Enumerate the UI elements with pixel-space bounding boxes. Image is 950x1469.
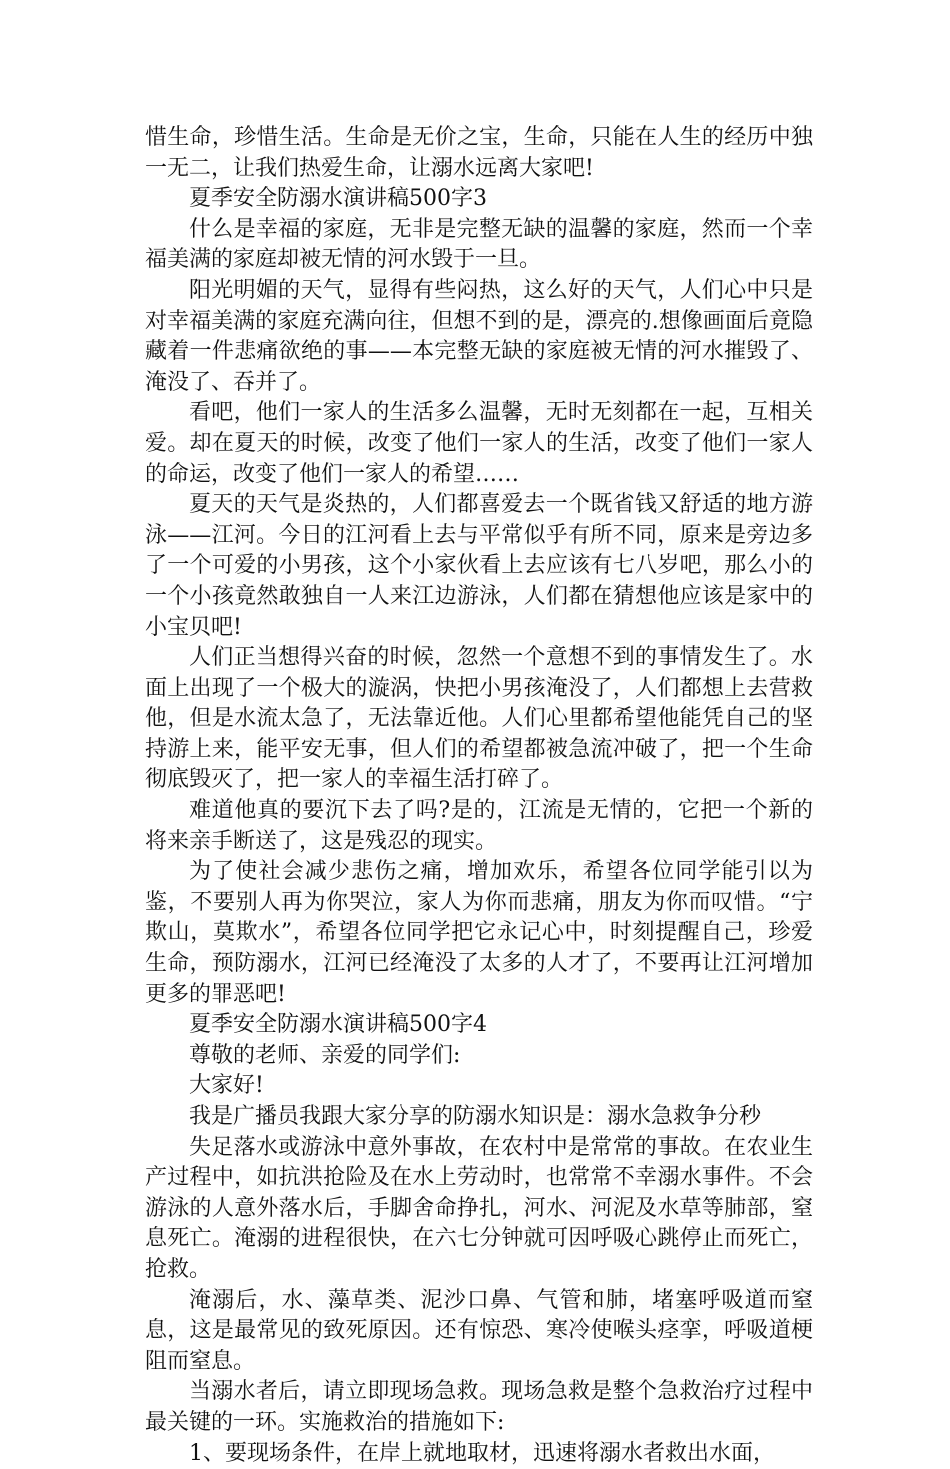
paragraph: 看吧，他们一家人的生活多么温馨，无时无刻都在一起，互相关爱。却在夏天的时候，改变了他们一家人的生活，改变了他们一家人的命运，改变了他们一家人的希望…… xyxy=(145,400,813,487)
paragraph: 阳光明媚的天气，显得有些闷热，这么好的天气，人们心中只是对幸福美满的家庭充满向往，但想不到的是，漂亮的.想像画面后竟隐藏着一件悲痛欲绝的事——本完整无缺的家庭被无情的河水摧毁了、淹没了、吞并了。 xyxy=(145,277,813,395)
greeting: 大家好! xyxy=(189,1073,264,1099)
paragraph: 为了使社会减少悲伤之痛，增加欢乐，希望各位同学能引以为鉴，不要别人再为你哭泣，家人为你而悲痛，朋友为你而叹惜。“宁欺山，莫欺水”，希望各位同学把它永记心中，时刻提醒自己，珍爱生命，预防溺水，江河已经淹没了太多的人才了，不要再让江河增加更多的罪恶吧! xyxy=(145,859,813,1007)
section-heading-3: 夏季安全防溺水演讲稿500字3 xyxy=(189,186,487,212)
document-body xyxy=(145,123,813,1469)
paragraph: 夏天的天气是炎热的，人们都喜爱去一个既省钱又舒适的地方游泳——江河。今日的江河看上去与平常似乎有所不同，原来是旁边多了一个可爱的小男孩，这个小家伙看上去应该有七八岁吧，那么小的一个小孩竟然敢独自一人来江边游泳，人们都在猜想他应该是家中的小宝贝吧! xyxy=(145,492,813,640)
paragraph: 当溺水者后，请立即现场急救。现场急救是整个急救治疗过程中最关键的一环。实施救治的措施如下: xyxy=(145,1379,813,1435)
paragraph: 什么是幸福的家庭，无非是完整无缺的温馨的家庭，然而一个幸福美满的家庭却被无情的河水毁于一旦。 xyxy=(145,216,813,273)
paragraph: 淹溺后，水、藻草类、泥沙口鼻、气管和肺，堵塞呼吸道而窒息，这是最常见的致死原因。还有惊恐、寒冷使喉头痉挛，呼吸道梗阻而窒息。 xyxy=(145,1287,813,1374)
paragraph: 失足落水或游泳中意外事故，在农村中是常常的事故。在农业生产过程中，如抗洪抢险及在水上劳动时，也常常不幸溺水事件。不会游泳的人意外落水后，手脚舍命挣扎，河水、河泥及水草等肺部，窒息死亡。淹溺的进程很快，在六七分钟就可因呼吸心跳停止而死亡，抢救。 xyxy=(145,1134,813,1282)
list-item: 1、要现场条件，在岸上就地取材，迅速将溺水者救出水面， xyxy=(189,1440,775,1466)
section-heading-4: 夏季安全防溺水演讲稿500字4 xyxy=(189,1012,487,1038)
paragraph: 惜生命，珍惜生活。生命是无价之宝，生命，只能在人生的经历中独一无二，让我们热爱生命，让溺水远离大家吧! xyxy=(145,125,813,181)
paragraph: 我是广播员我跟大家分享的防溺水知识是：溺水急救争分秒 xyxy=(189,1104,762,1129)
paragraph: 难道他真的要沉下去了吗?是的，江流是无情的，它把一个新的将来亲手断送了，这是残忍的现实。 xyxy=(145,798,813,854)
salutation: 尊敬的老师、亲爱的同学们: xyxy=(189,1042,461,1068)
paragraph: 人们正当想得兴奋的时候，忽然一个意想不到的事情发生了。水面上出现了一个极大的漩涡，快把小男孩淹没了，人们都想上去营救他，但是水流太急了，无法靠近他。人们心里都希望他能凭自己的坚持游上来，能平安无事，但人们的希望都被急流冲破了，把一个生命彻底毁灭了，把一家人的幸福生活打碎了。 xyxy=(145,645,813,793)
